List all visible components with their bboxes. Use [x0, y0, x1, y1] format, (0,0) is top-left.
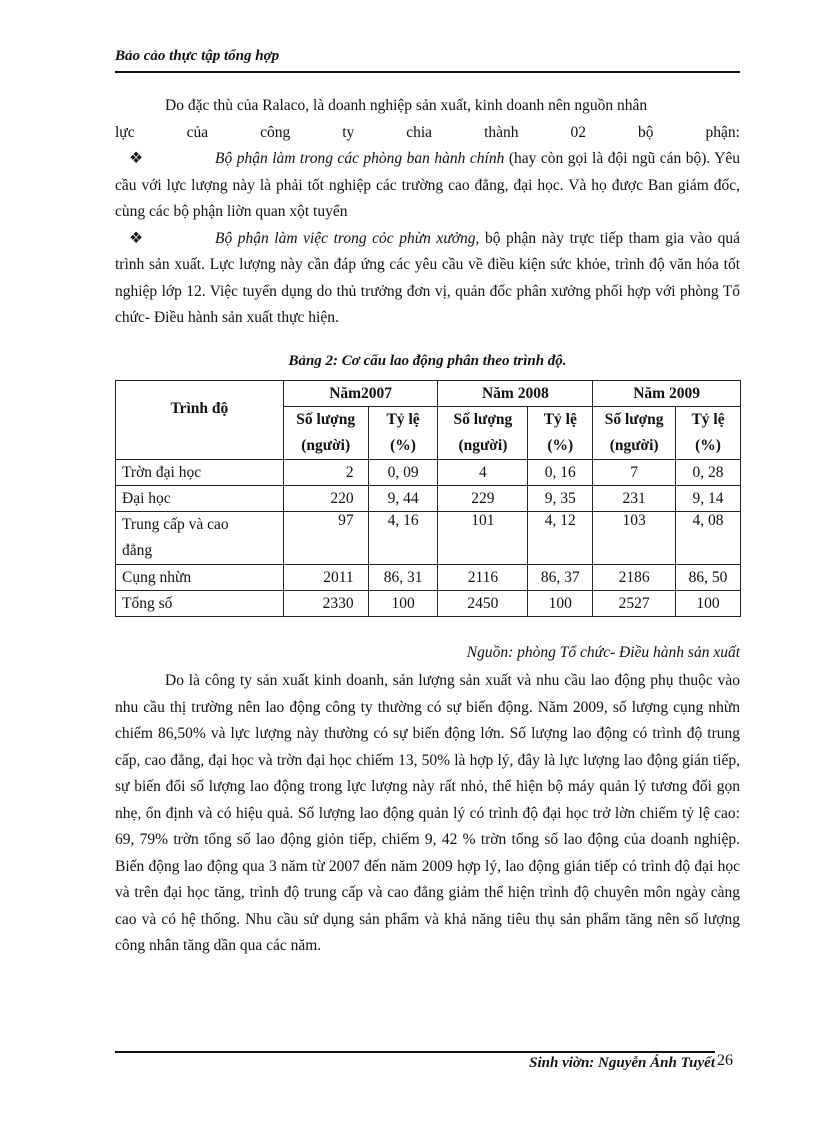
cell-quantity: 2011 — [283, 565, 368, 591]
cell-percent: 86, 37 — [528, 565, 593, 591]
intro-word: công — [260, 123, 291, 141]
table-caption: Bảng 2: Cơ cấu lao động phân theo trình độ. — [288, 353, 567, 369]
table-row — [116, 565, 741, 591]
intro-word: chia — [406, 123, 433, 141]
diamond-bullet-icon: ❖ — [129, 229, 143, 247]
cell-percent: 9, 35 — [528, 486, 593, 512]
intro-word: ty — [342, 123, 355, 141]
cell-quantity: 2186 — [593, 565, 676, 591]
intro-word: bộ — [637, 123, 654, 141]
row-label: Trờn đại học — [116, 460, 284, 486]
cell-percent: 9, 14 — [676, 486, 741, 512]
intro-word: lực — [115, 123, 135, 141]
table-row — [116, 460, 741, 486]
cell-quantity: 229 — [438, 486, 528, 512]
intro-word: thành — [484, 123, 519, 141]
subheader-quantity: Số lượng (người) — [438, 407, 528, 460]
cell-percent: 100 — [368, 591, 438, 617]
page-number: 26 — [717, 1052, 733, 1069]
intro-word: của — [186, 123, 209, 141]
row-label: Đại học — [116, 486, 284, 512]
table-row — [116, 512, 741, 565]
cell-percent: 9, 44 — [368, 486, 438, 512]
cell-quantity: 7 — [593, 460, 676, 486]
cell-quantity: 220 — [283, 486, 368, 512]
cell-percent: 86, 31 — [368, 565, 438, 591]
cell-quantity: 97 — [283, 512, 368, 565]
cell-percent: 4, 08 — [676, 512, 741, 565]
diamond-bullet-icon: ❖ — [129, 150, 143, 167]
row-label: Tổng số — [116, 591, 284, 617]
running-header: Bảo cảo thực tập tổng hợp — [115, 48, 280, 64]
cell-percent: 0, 09 — [368, 460, 438, 486]
table-row — [116, 591, 741, 617]
cell-quantity: 2116 — [438, 565, 528, 591]
bullet-text-admin — [115, 146, 740, 226]
education-structure-table — [115, 380, 741, 617]
footer-rule — [115, 1051, 715, 1053]
cell-quantity: 101 — [438, 512, 528, 565]
intro-word: phận: — [705, 123, 740, 141]
cell-quantity: 2 — [283, 460, 368, 486]
subheader-percent: Tỷ lệ (%) — [528, 407, 593, 460]
bullet-text-workshop — [115, 226, 740, 332]
year-header: Năm2007 — [283, 381, 438, 407]
cell-quantity: 2450 — [438, 591, 528, 617]
year-header: Năm 2009 — [593, 381, 741, 407]
subheader-quantity: Số lượng (người) — [283, 407, 368, 460]
intro-line-2 — [115, 120, 740, 147]
subheader-percent: Tỷ lệ (%) — [368, 407, 438, 460]
analysis-paragraph: Do là công ty sản xuất kinh doanh, sản lượng sản xuất và nhu cầu lao động phụ thuộc vào nhu cầu thị trường nên lao động công ty thường có sự biến động. Năm 2009, số lượng cụng nhừn chiếm 86,50% và lực lượng này thường có sự biến động lớn. Số lượng lao động có trình độ trung cấp, cao đẳng, đại học và trờn đại học chiếm 13, 50% là hợp lý, đây là lực lượng lao động gián tiếp, sự biến đổi số lượng lao động trong lực lượng này rất nhỏ, thể hiện bộ máy quản lý tương đối gọn nhẹ, ổn định và có hiệu quả. Số lượng lao động quản lý có trình độ đại học trở lờn chiếm tỷ lệ cao: 69, 79% trờn tổng số lao động giỏn tiếp, chiếm 9, 42 % trờn tổng số lao động của doanh nghiệp. Biến động lao động qua 3 năm từ 2007 đến năm 2009 hợp lý, lao động gián tiếp có trình độ đại học và trên đại học tăng, trình độ trung cấp và cao đẳng giảm thể hiện trình độ chuyên môn ngày càng cao và có hệ thống. Nhu cầu sử dụng sản phẩm và khả năng tiêu thụ sản phẩm tăng nên số lượng công nhân tăng dần qua các năm. — [115, 672, 740, 954]
cell-percent: 0, 28 — [676, 460, 741, 486]
footer-author: Sinh viờn: Nguyễn Ánh Tuyết — [529, 1055, 715, 1071]
cell-quantity: 231 — [593, 486, 676, 512]
cell-percent: 4, 12 — [528, 512, 593, 565]
intro-section — [115, 93, 740, 332]
cell-percent: 86, 50 — [676, 565, 741, 591]
header-rule — [115, 71, 740, 73]
table-header-row — [116, 381, 741, 407]
cell-percent: 100 — [676, 591, 741, 617]
cell-percent: 100 — [528, 591, 593, 617]
bullet-term-admin: Bộ phận làm trong các phòng ban hành chính — [215, 150, 505, 167]
row-label: Cụng nhừn — [116, 565, 284, 591]
cell-percent: 4, 16 — [368, 512, 438, 565]
subheader-percent: Tỷ lệ (%) — [676, 407, 741, 460]
row-label-text: Trung cấp và cao đẳng — [122, 516, 229, 559]
cell-percent: 0, 16 — [528, 460, 593, 486]
cell-quantity: 2330 — [283, 591, 368, 617]
table-row — [116, 486, 741, 512]
bullet-desc-admin: (hay còn gọi là đội ngũ cán bộ). Yêu cầu với lực lượng này là phải tốt nghiệp các trường cao đẳng, đại học. Và họ được Ban giám đốc, cùng các bộ phận liờn quan xột tuyển — [115, 150, 740, 220]
row-label — [116, 512, 284, 565]
subheader-quantity: Số lượng (người) — [593, 407, 676, 460]
bullet-desc-workshop: , bộ phận này trực tiếp tham gia vào quá trình sản xuất. Lực lượng này cần đáp ứng các yêu cầu về điều kiện sức khỏe, trình độ văn hóa tốt nghiệp lớp 12. Việc tuyển dụng do thủ trưởng đơn vị, quản đốc phân xưởng phối hợp với phòng Tổ chức- Điều hành sản xuất thực hiện. — [115, 229, 740, 326]
intro-line-1: Do đặc thù của Ralaco, là doanh nghiệp sản xuất, kinh doanh nên nguồn nhân — [165, 97, 648, 114]
bullet-term-workshop: Bộ phận làm việc trong cỏc phừn xưởng — [215, 229, 476, 247]
table-source: Nguồn: phòng Tổ chức- Điều hành sản xuất — [466, 644, 740, 661]
cell-quantity: 103 — [593, 512, 676, 565]
cell-quantity: 2527 — [593, 591, 676, 617]
intro-word: 02 — [570, 123, 586, 141]
cell-quantity: 4 — [438, 460, 528, 486]
column-header-level: Trình độ — [116, 381, 284, 460]
analysis-section — [115, 668, 740, 960]
year-header: Năm 2008 — [438, 381, 593, 407]
